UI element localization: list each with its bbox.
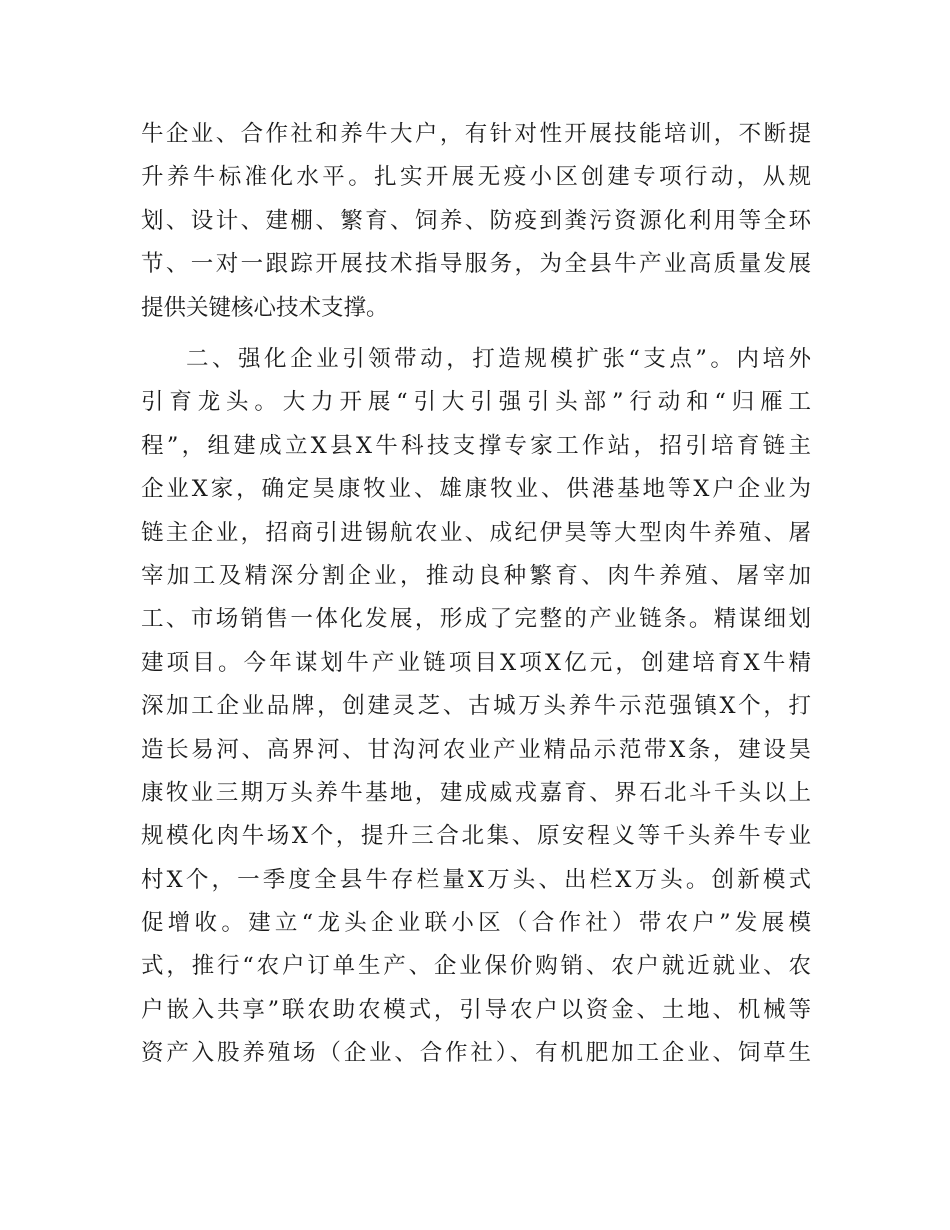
paragraph-line: 企业X家，确定昊康牧业、雄康牧业、供港基地等X户企业为 (141, 476, 811, 503)
paragraph-line: 宰加工及精深分割企业，推动良种繁育、肉牛养殖、屠宰加 (141, 562, 811, 589)
paragraph-line: 节、一对一跟踪开展技术指导服务，为全县牛产业高质量发展 (141, 251, 811, 278)
paragraph-line: 建项目。今年谋划牛产业链项目X项X亿元，创建培育X牛精 (141, 649, 811, 676)
paragraph-line: 引育龙头。大力开展“引大引强引头部”行动和“归雁工 (141, 389, 811, 416)
paragraph-2 (141, 338, 811, 1076)
paragraph-line: 深加工企业品牌，创建灵芝、古城万头养牛示范强镇X个，打 (141, 693, 811, 720)
paragraph-1 (141, 113, 811, 330)
paragraph-line: 式，推行“农户订单生产、企业保价购销、农户就近就业、农 (141, 953, 811, 980)
paragraph-line: 升养牛标准化水平。扎实开展无疫小区创建专项行动，从规 (141, 164, 811, 191)
paragraph-line: 工、市场销售一体化发展，形成了完整的产业链条。精谋细划 (141, 606, 811, 633)
paragraph-line: 促增收。建立“龙头企业联小区（合作社）带农户”发展模 (141, 910, 811, 937)
paragraph-line: 二、强化企业引领带动，打造规模扩张“支点”。内培外 (186, 346, 811, 372)
paragraph-line: 资产入股养殖场（企业、合作社）、有机肥加工企业、饲草生 (141, 1040, 811, 1067)
paragraph-line: 提供关键核心技术支撑。 (141, 294, 389, 321)
paragraph-line: 规模化肉牛场X个，提升三合北集、原安程义等千头养牛专业 (141, 823, 811, 850)
paragraph-line: 康牧业三期万头养牛基地，建成威戎嘉育、界石北斗千头以上 (141, 779, 811, 806)
paragraph-line: 链主企业，招商引进锡航农业、成纪伊昊等大型肉牛养殖、屠 (141, 519, 811, 546)
paragraph-line: 程”，组建成立X县X牛科技支撑专家工作站，招引培育链主 (141, 432, 811, 459)
paragraph-line: 牛企业、合作社和养牛大户，有针对性开展技能培训，不断提 (141, 121, 811, 147)
paragraph-line: 户嵌入共享”联农助农模式，引导农户以资金、土地、机械等 (141, 996, 811, 1023)
paragraph-line: 划、设计、建棚、繁育、饲养、防疫到粪污资源化利用等全环 (141, 207, 811, 234)
paragraph-line: 村X个，一季度全县牛存栏量X万头、出栏X万头。创新模式 (141, 866, 811, 893)
paragraph-line: 造长易河、高界河、甘沟河农业产业精品示范带X条，建设昊 (141, 736, 811, 763)
